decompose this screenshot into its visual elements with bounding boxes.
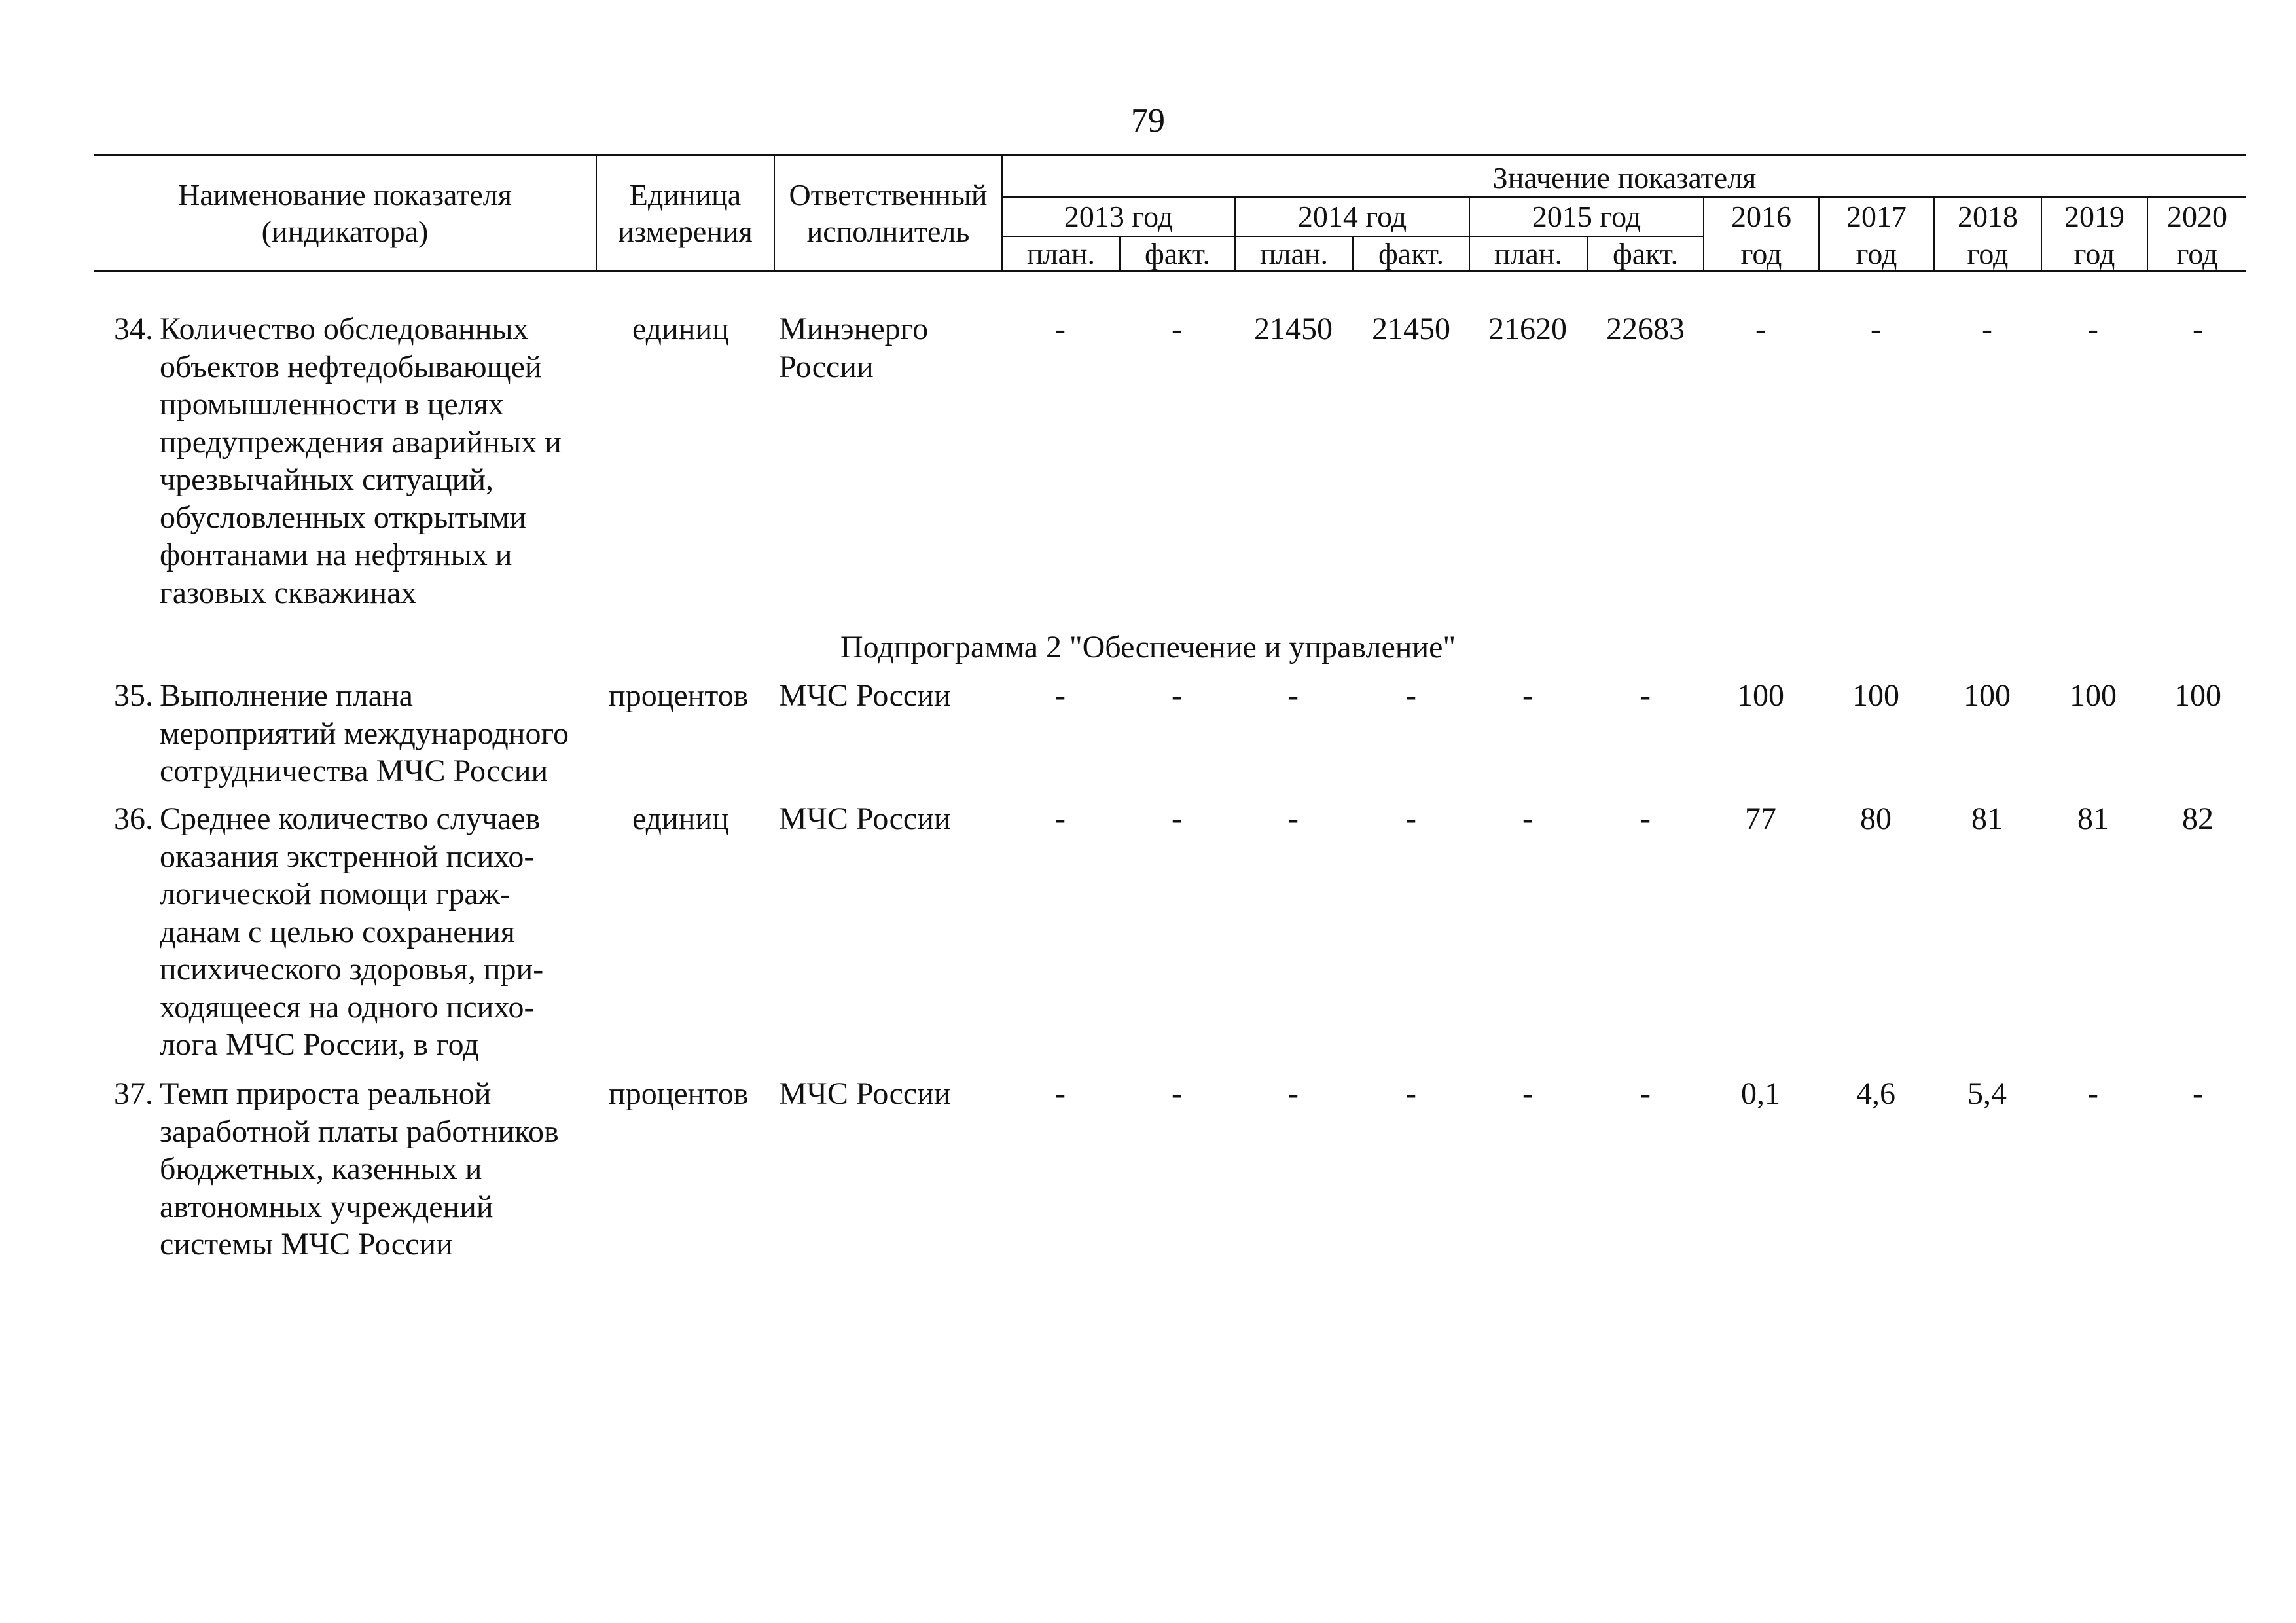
unit-cell: процентов <box>609 1076 749 1111</box>
value-2018: - <box>1982 312 1992 346</box>
header-plan: план. <box>1026 237 1096 270</box>
responsible-cell: МЧС России <box>779 801 951 836</box>
header-year-suffix: год <box>1856 237 1897 270</box>
value-2019: - <box>2088 312 2098 346</box>
page-number: 79 <box>1131 102 1165 139</box>
value-2015-fact: - <box>1640 1076 1651 1111</box>
value-2017: 80 <box>1860 801 1892 836</box>
unit-cell: единиц <box>632 312 729 346</box>
value-2014-plan: - <box>1288 1076 1299 1111</box>
value-2013-plan: - <box>1055 801 1066 836</box>
value-2014-fact: - <box>1406 1076 1416 1111</box>
value-2015-plan: - <box>1522 1076 1533 1111</box>
responsible-cell: России <box>779 349 874 384</box>
header-plan: план. <box>1259 237 1329 270</box>
value-2013-plan: - <box>1055 678 1066 713</box>
indicator-name-line: оказания экстренной психо- <box>160 839 535 874</box>
value-2020: - <box>2193 1076 2203 1111</box>
indicator-name-line: фонтанами на нефтяных и <box>160 538 512 572</box>
header-unit-line2: измерения <box>618 215 753 248</box>
value-2015-plan: - <box>1522 678 1533 713</box>
indicator-name-line: мероприятий международного <box>160 716 569 751</box>
indicator-name-line: чрезвычайных ситуаций, <box>160 462 494 497</box>
indicator-name-line: системы МЧС России <box>160 1227 453 1262</box>
value-2020: 82 <box>2182 801 2214 836</box>
header-year-suffix: год <box>1740 237 1782 270</box>
header-fact: факт. <box>1612 237 1679 270</box>
header-value-group: Значение показателя <box>1492 161 1757 194</box>
value-2014-plan: - <box>1288 678 1299 713</box>
value-2015-fact: - <box>1640 801 1651 836</box>
indicator-name-line: сотрудничества МЧС России <box>160 754 548 788</box>
value-2016: - <box>1755 312 1766 346</box>
header-year-2014: 2014 год <box>1297 200 1407 233</box>
header-year-2015: 2015 год <box>1532 200 1641 233</box>
indicator-name-line: Выполнение плана <box>160 678 413 713</box>
value-2019: - <box>2088 1076 2098 1111</box>
value-2013-fact: - <box>1172 801 1182 836</box>
header-name-line1: Наименование показателя <box>178 178 512 211</box>
header-year-2016: 2016 <box>1731 200 1791 233</box>
value-2017: 4,6 <box>1856 1076 1895 1111</box>
indicator-name-line: Темп прироста реальной <box>160 1076 492 1111</box>
header-name-line2: (индикатора) <box>261 215 429 248</box>
indicator-name-line: бюджетных, казенных и <box>160 1152 482 1186</box>
value-2017: - <box>1871 312 1881 346</box>
header-year-suffix: год <box>1967 237 2009 270</box>
indicator-name-line: объектов нефтедобывающей <box>160 349 542 384</box>
header-rule <box>1001 196 2246 198</box>
value-2014-fact: 21450 <box>1372 312 1450 346</box>
row-number: 36. <box>114 801 153 836</box>
header-resp-line2: исполнитель <box>806 215 970 248</box>
indicator-name-line: ходящееся на одного психо- <box>160 989 535 1025</box>
value-2017: 100 <box>1852 678 1899 713</box>
header-year-suffix: год <box>2176 237 2218 270</box>
value-2016: 0,1 <box>1741 1076 1780 1111</box>
value-2013-plan: - <box>1055 312 1066 346</box>
indicator-name-line: Среднее количество случаев <box>160 801 541 836</box>
value-2020: 100 <box>2174 678 2221 713</box>
indicator-name-line: автономных учреждений <box>160 1189 493 1224</box>
header-year-2018: 2018 <box>1958 200 2018 233</box>
responsible-cell: Минэнерго <box>779 312 929 346</box>
value-2014-fact: - <box>1406 678 1416 713</box>
value-2015-plan: 21620 <box>1488 312 1567 346</box>
value-2014-plan: - <box>1288 801 1299 836</box>
header-fact: факт. <box>1144 237 1211 270</box>
value-2016: 100 <box>1737 678 1784 713</box>
indicator-name-line: обусловленных открытыми <box>160 500 526 535</box>
row-number: 37. <box>114 1076 153 1111</box>
value-2015-fact: 22683 <box>1606 312 1685 346</box>
header-year-2019: 2019 <box>2064 200 2125 233</box>
value-2019: 81 <box>2077 801 2109 836</box>
responsible-cell: МЧС России <box>779 1076 951 1111</box>
indicator-name-line: данам с целью сохранения <box>160 914 515 949</box>
header-year-2013: 2013 год <box>1064 200 1174 233</box>
value-2014-fact: - <box>1406 801 1416 836</box>
value-2013-fact: - <box>1172 678 1182 713</box>
value-2013-plan: - <box>1055 1076 1066 1111</box>
indicator-name-line: лога МЧС России, в год <box>160 1027 479 1062</box>
subprogram-title: Подпрограмма 2 "Обеспечение и управление" <box>840 630 1456 665</box>
value-2014-plan: 21450 <box>1254 312 1333 346</box>
indicator-name-line: промышленности в целях <box>160 387 504 422</box>
indicator-name-line: Количество обследованных <box>160 312 529 346</box>
row-number: 34. <box>114 312 153 346</box>
value-2019: 100 <box>2070 678 2117 713</box>
header-resp-line1: Ответственный <box>789 178 988 211</box>
header-year-suffix: год <box>2073 237 2115 270</box>
responsible-cell: МЧС России <box>779 678 951 713</box>
value-2013-fact: - <box>1172 1076 1182 1111</box>
indicator-name-line: предупреждения аварийных и <box>160 424 562 460</box>
value-2018: 5,4 <box>1967 1076 2007 1111</box>
header-year-2020: 2020 <box>2167 200 2227 233</box>
value-2016: 77 <box>1745 801 1776 836</box>
unit-cell: процентов <box>609 678 749 713</box>
header-year-2017: 2017 <box>1846 200 1907 233</box>
header-unit-line1: Единица <box>629 178 742 211</box>
header-top-rule <box>94 154 2246 156</box>
indicator-name-line: психического здоровья, при- <box>160 952 544 987</box>
indicator-name-line: газовых скважинах <box>160 575 417 610</box>
row-number: 35. <box>114 678 153 713</box>
value-2015-plan: - <box>1522 801 1533 836</box>
value-2020: - <box>2193 312 2203 346</box>
header-fact: факт. <box>1378 237 1444 270</box>
indicator-name-line: логической помощи граж- <box>160 877 511 911</box>
value-2018: 81 <box>1971 801 2003 836</box>
value-2013-fact: - <box>1172 312 1182 346</box>
unit-cell: единиц <box>632 801 729 836</box>
indicator-name-line: заработной платы работников <box>160 1114 559 1149</box>
value-2015-fact: - <box>1640 678 1651 713</box>
value-2018: 100 <box>1964 678 2011 713</box>
header-plan: план. <box>1494 237 1563 270</box>
